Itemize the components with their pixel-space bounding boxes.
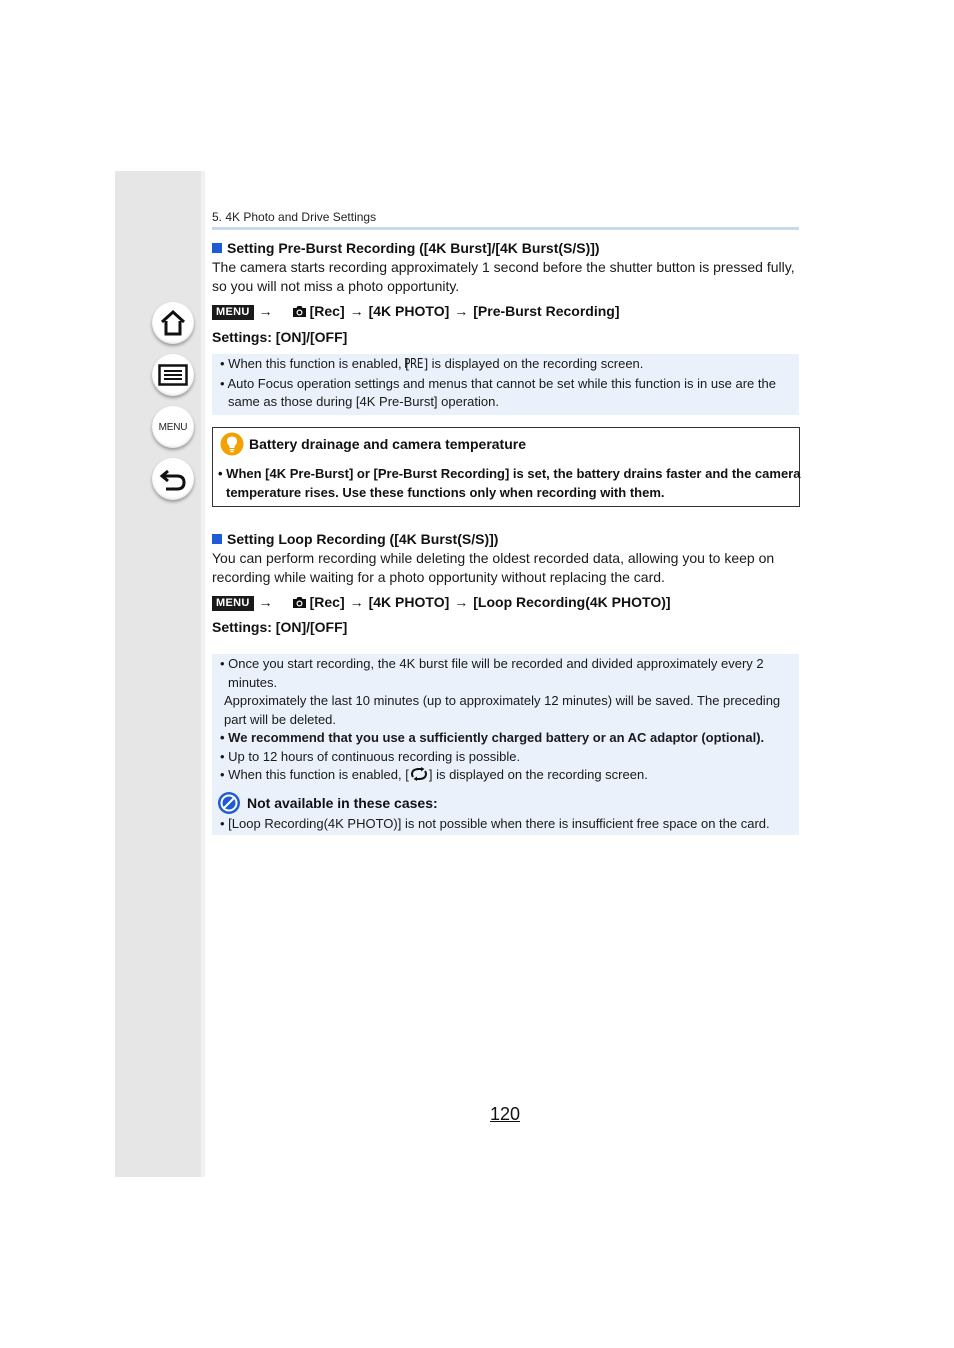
note-box: [212, 654, 799, 835]
bulb-icon: [220, 432, 244, 456]
sidebar-edge: [201, 171, 205, 1177]
back-button[interactable]: [152, 458, 194, 500]
path-item: [Pre-Burst Recording]: [473, 303, 620, 319]
header-rule: [212, 227, 799, 230]
note-text: We recommend that you use a sufficiently charged battery or an AC adaptor (optional).: [228, 730, 765, 745]
menu-path: [212, 303, 619, 320]
path-arrow: →: [258, 594, 273, 610]
not-available-title: Not available in these cases:: [247, 794, 438, 811]
path-arrow: →: [349, 594, 364, 610]
warning-box: [212, 427, 800, 507]
note-text: Up to 12 hours of continuous recording is possible.: [228, 748, 521, 764]
path-arrow: →: [349, 303, 364, 319]
settings-line: Settings: [ON]/[OFF]: [212, 619, 348, 635]
path-rec: [Rec]: [309, 303, 345, 319]
path-arrow: →: [258, 303, 273, 319]
home-icon: [159, 309, 187, 337]
list-icon: [158, 364, 188, 386]
note-text: Auto Focus operation settings and menus that cannot be set while this function is in use are the same as those during [4K Pre-Burst] operation.: [227, 375, 776, 409]
note-text: [Loop Recording(4K PHOTO)] is not possible when there is insufficient free space on the card.: [228, 815, 770, 831]
note-item: [216, 692, 799, 729]
warning-title: Battery drainage and camera temperature: [249, 436, 526, 452]
path-arrow: →: [454, 303, 469, 319]
note-item: • [Loop Recording(4K PHOTO)] is not possible when there is insufficient free space on the card.: [220, 815, 770, 831]
contents-button[interactable]: [152, 354, 194, 396]
section-square-icon: [212, 243, 222, 253]
note-item: • When this function is enabled, [ ] is displayed on the recording screen.: [220, 767, 648, 782]
path-item: [Loop Recording(4K PHOTO)]: [473, 594, 671, 610]
note-item: • Once you start recording, the 4K burst file will be recorded and divided approximately every 2 minutes.: [220, 656, 764, 690]
section-description: The camera starts recording approximately 1 second before the shutter button is pressed fully, so you will not miss a photo opportunity.: [212, 259, 795, 294]
note-item: • Up to 12 hours of continuous recording is possible.: [220, 748, 521, 764]
not-available-heading: [217, 791, 799, 815]
path-arrow: →: [454, 594, 469, 610]
note-item: • Auto Focus operation settings and menus that cannot be set while this function is in use are the same as those during [4K Pre-Burst] operation.: [220, 375, 776, 409]
section-title-loop: [212, 531, 498, 547]
note-item: • We recommend that you use a sufficiently charged battery or an AC adaptor (optional).: [220, 730, 765, 745]
settings-line: Settings: [ON]/[OFF]: [212, 329, 348, 345]
section-description: You can perform recording while deleting the oldest recorded data, allowing you to keep on recording while waiting for a photo opportunity without replacing the card.: [212, 550, 775, 585]
camera-icon: [292, 305, 307, 318]
chapter-header: 5. 4K Photo and Drive Settings: [212, 210, 377, 224]
section-title-text: Setting Pre-Burst Recording ([4K Burst]/[4K Burst(S/S)]): [227, 240, 600, 256]
note-text: ] is displayed on the recording screen.: [424, 356, 644, 371]
note-item: • When this function is enabled, [PRE ] is displayed on the recording screen.: [216, 355, 799, 375]
note-text: Approximately the last 10 minutes (up to approximately 12 minutes) will be saved. The preceding part will be deleted.: [224, 693, 781, 727]
note-text: ] is displayed on the recording screen.: [428, 767, 648, 782]
path-rec: [Rec]: [309, 594, 345, 610]
path-4k-photo: [4K PHOTO]: [368, 594, 450, 610]
note-text: Once you start recording, the 4K burst file will be recorded and divided approximately every 2 minutes.: [228, 656, 764, 690]
path-4k-photo: [4K PHOTO]: [368, 303, 450, 319]
menu-badge: MENU: [212, 305, 254, 320]
page-number[interactable]: 120: [490, 1104, 521, 1124]
loop-recording-icon: [409, 767, 429, 781]
warning-body: • When [4K Pre-Burst] or [Pre-Burst Recording] is set, the battery drains faster and the camera temperature rises. Use these functions only when recording with them.: [218, 466, 801, 500]
section-title-pre-burst: [212, 240, 600, 256]
back-arrow-icon: [159, 466, 187, 492]
pre-burst-icon: PRE: [404, 357, 423, 372]
section-title-text: Setting Loop Recording ([4K Burst(S/S)]): [227, 531, 499, 547]
not-available-icon: [217, 791, 241, 815]
note-text: When this function is enabled, [: [228, 767, 409, 782]
menu-badge: MENU: [212, 596, 254, 611]
home-button[interactable]: [152, 302, 194, 344]
menu-button-label: MENU: [158, 421, 188, 433]
note-text: When this function is enabled, [: [228, 356, 409, 371]
menu-path: [212, 594, 671, 611]
section-square-icon: [212, 534, 222, 544]
note-box: [212, 354, 799, 415]
camera-icon: [292, 596, 307, 609]
menu-button[interactable]: [152, 406, 194, 448]
warning-text: When [4K Pre-Burst] or [Pre-Burst Recording] is set, the battery drains faster and the camera temperature rises. Use these functions only when recording with them.: [226, 466, 801, 500]
